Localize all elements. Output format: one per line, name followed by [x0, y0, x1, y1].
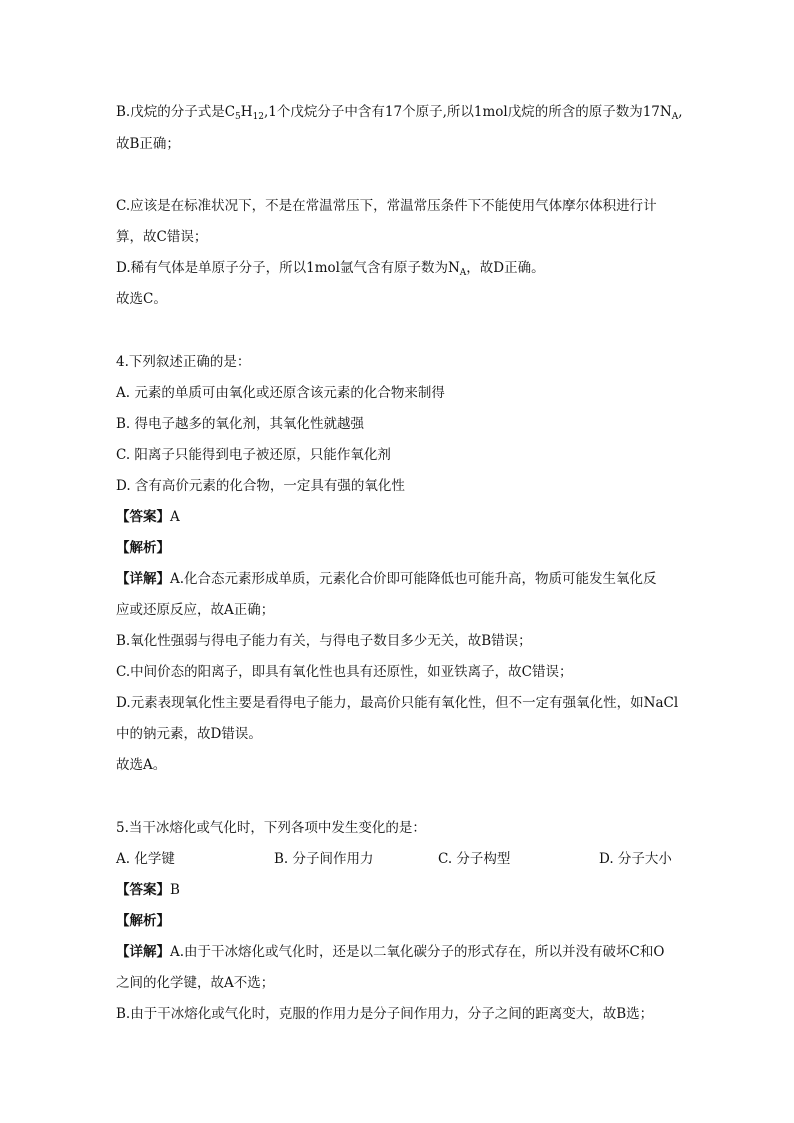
q4-detail-b: B.氧化性强弱与得电子能力有关，与得电子数目多少无关，故B错误； — [116, 633, 532, 649]
q4-stem: 4.下列叙述正确的是： — [116, 354, 251, 370]
q3-option-b-conclusion: 故B正确； — [116, 136, 180, 152]
q5-option-b: B. 分子间作用力 — [274, 851, 374, 867]
q5-analysis-tag — [116, 911, 170, 931]
q3-option-c-line2: 算，故C错误； — [116, 229, 208, 245]
q4-detail-a-line2: 应或还原反应，故A正确； — [116, 602, 275, 618]
q4-option-b: B. 得电子越多的氧化剂，其氧化性就越强 — [116, 416, 365, 432]
q4-detail-a-line1 — [116, 569, 657, 589]
answer-tag: 【答案】 — [116, 882, 170, 898]
q4-option-d: D. 含有高价元素的化合物，一定具有强的氧化性 — [116, 478, 405, 494]
text-run: ,1个戊烷分子中含有17个原子,所以1mol戊烷的所含的原子数为17N — [264, 104, 672, 120]
q5-option-c: C. 分子构型 — [438, 851, 511, 867]
text-run: D.稀有气体是单原子分子，所以1mol氩气含有原子数为N — [116, 260, 460, 276]
detail-tag: 【详解】 — [116, 571, 170, 587]
analysis-tag: 【解析】 — [116, 540, 170, 556]
q3-option-c-line1: C.应该是在标准状况下，不是在常温常压下，常温常压条件下不能使用气体摩尔体积进行计 — [116, 198, 657, 214]
text-run: ，故D正确。 — [466, 260, 545, 276]
text-run: A.化合态元素形成单质，元素化合价即可能降低也可能升高，物质可能发生氧化反 — [170, 571, 657, 587]
text-run: A.由于干冰熔化或气化时，还是以二氧化碳分子的形式存在，所以并没有破坏C和O — [170, 944, 665, 960]
analysis-tag: 【解析】 — [116, 913, 170, 929]
q3-option-d-explanation — [116, 258, 545, 278]
answer-value: A — [170, 509, 180, 525]
q4-answer — [116, 507, 180, 527]
q4-detail-d-line1: D.元素表现氧化性主要是看得电子能力，最高价只能有氧化性，但不一定有强氧化性，如NaCl — [116, 695, 679, 711]
q3-conclusion: 故选C。 — [116, 291, 167, 307]
detail-tag: 【详解】 — [116, 944, 170, 960]
q4-option-c: C. 阳离子只能得到电子被还原，只能作氧化剂 — [116, 447, 391, 463]
q4-detail-c: C.中间价态的阳离子，即具有氧化性也具有还原性，如亚铁离子，故C错误； — [116, 664, 573, 680]
text-run: B.戊烷的分子式是C — [116, 104, 236, 120]
q4-detail-d-line2: 中的钠元素，故D错误。 — [116, 726, 262, 742]
subscript: A — [459, 268, 467, 278]
q5-stem: 5.当干冰熔化或气化时，下列各项中发生变化的是： — [116, 820, 426, 836]
q3-option-b-explanation — [116, 102, 683, 122]
subscript: 5 — [235, 112, 241, 122]
text-run: H — [240, 104, 253, 120]
q4-option-a: A. 元素的单质可由氧化或还原含该元素的化合物来制得 — [116, 385, 445, 401]
q5-detail-a-line1 — [116, 942, 664, 962]
subscript: 12 — [252, 112, 265, 122]
answer-tag: 【答案】 — [116, 509, 170, 525]
q5-detail-a-line2: 之间的化学键，故A不选； — [116, 975, 275, 991]
q5-option-d: D. 分子大小 — [599, 851, 672, 867]
answer-value: B — [170, 882, 180, 898]
q5-answer — [116, 880, 180, 900]
subscript: A — [671, 112, 679, 122]
q5-detail-b: B.由于干冰熔化或气化时，克服的作用力是分子间作用力，分子之间的距离变大，故B选； — [116, 1006, 654, 1022]
q4-conclusion: 故选A。 — [116, 757, 167, 773]
q4-analysis-tag — [116, 538, 170, 558]
text-run: , — [678, 104, 683, 120]
q5-option-a: A. 化学键 — [116, 851, 175, 867]
